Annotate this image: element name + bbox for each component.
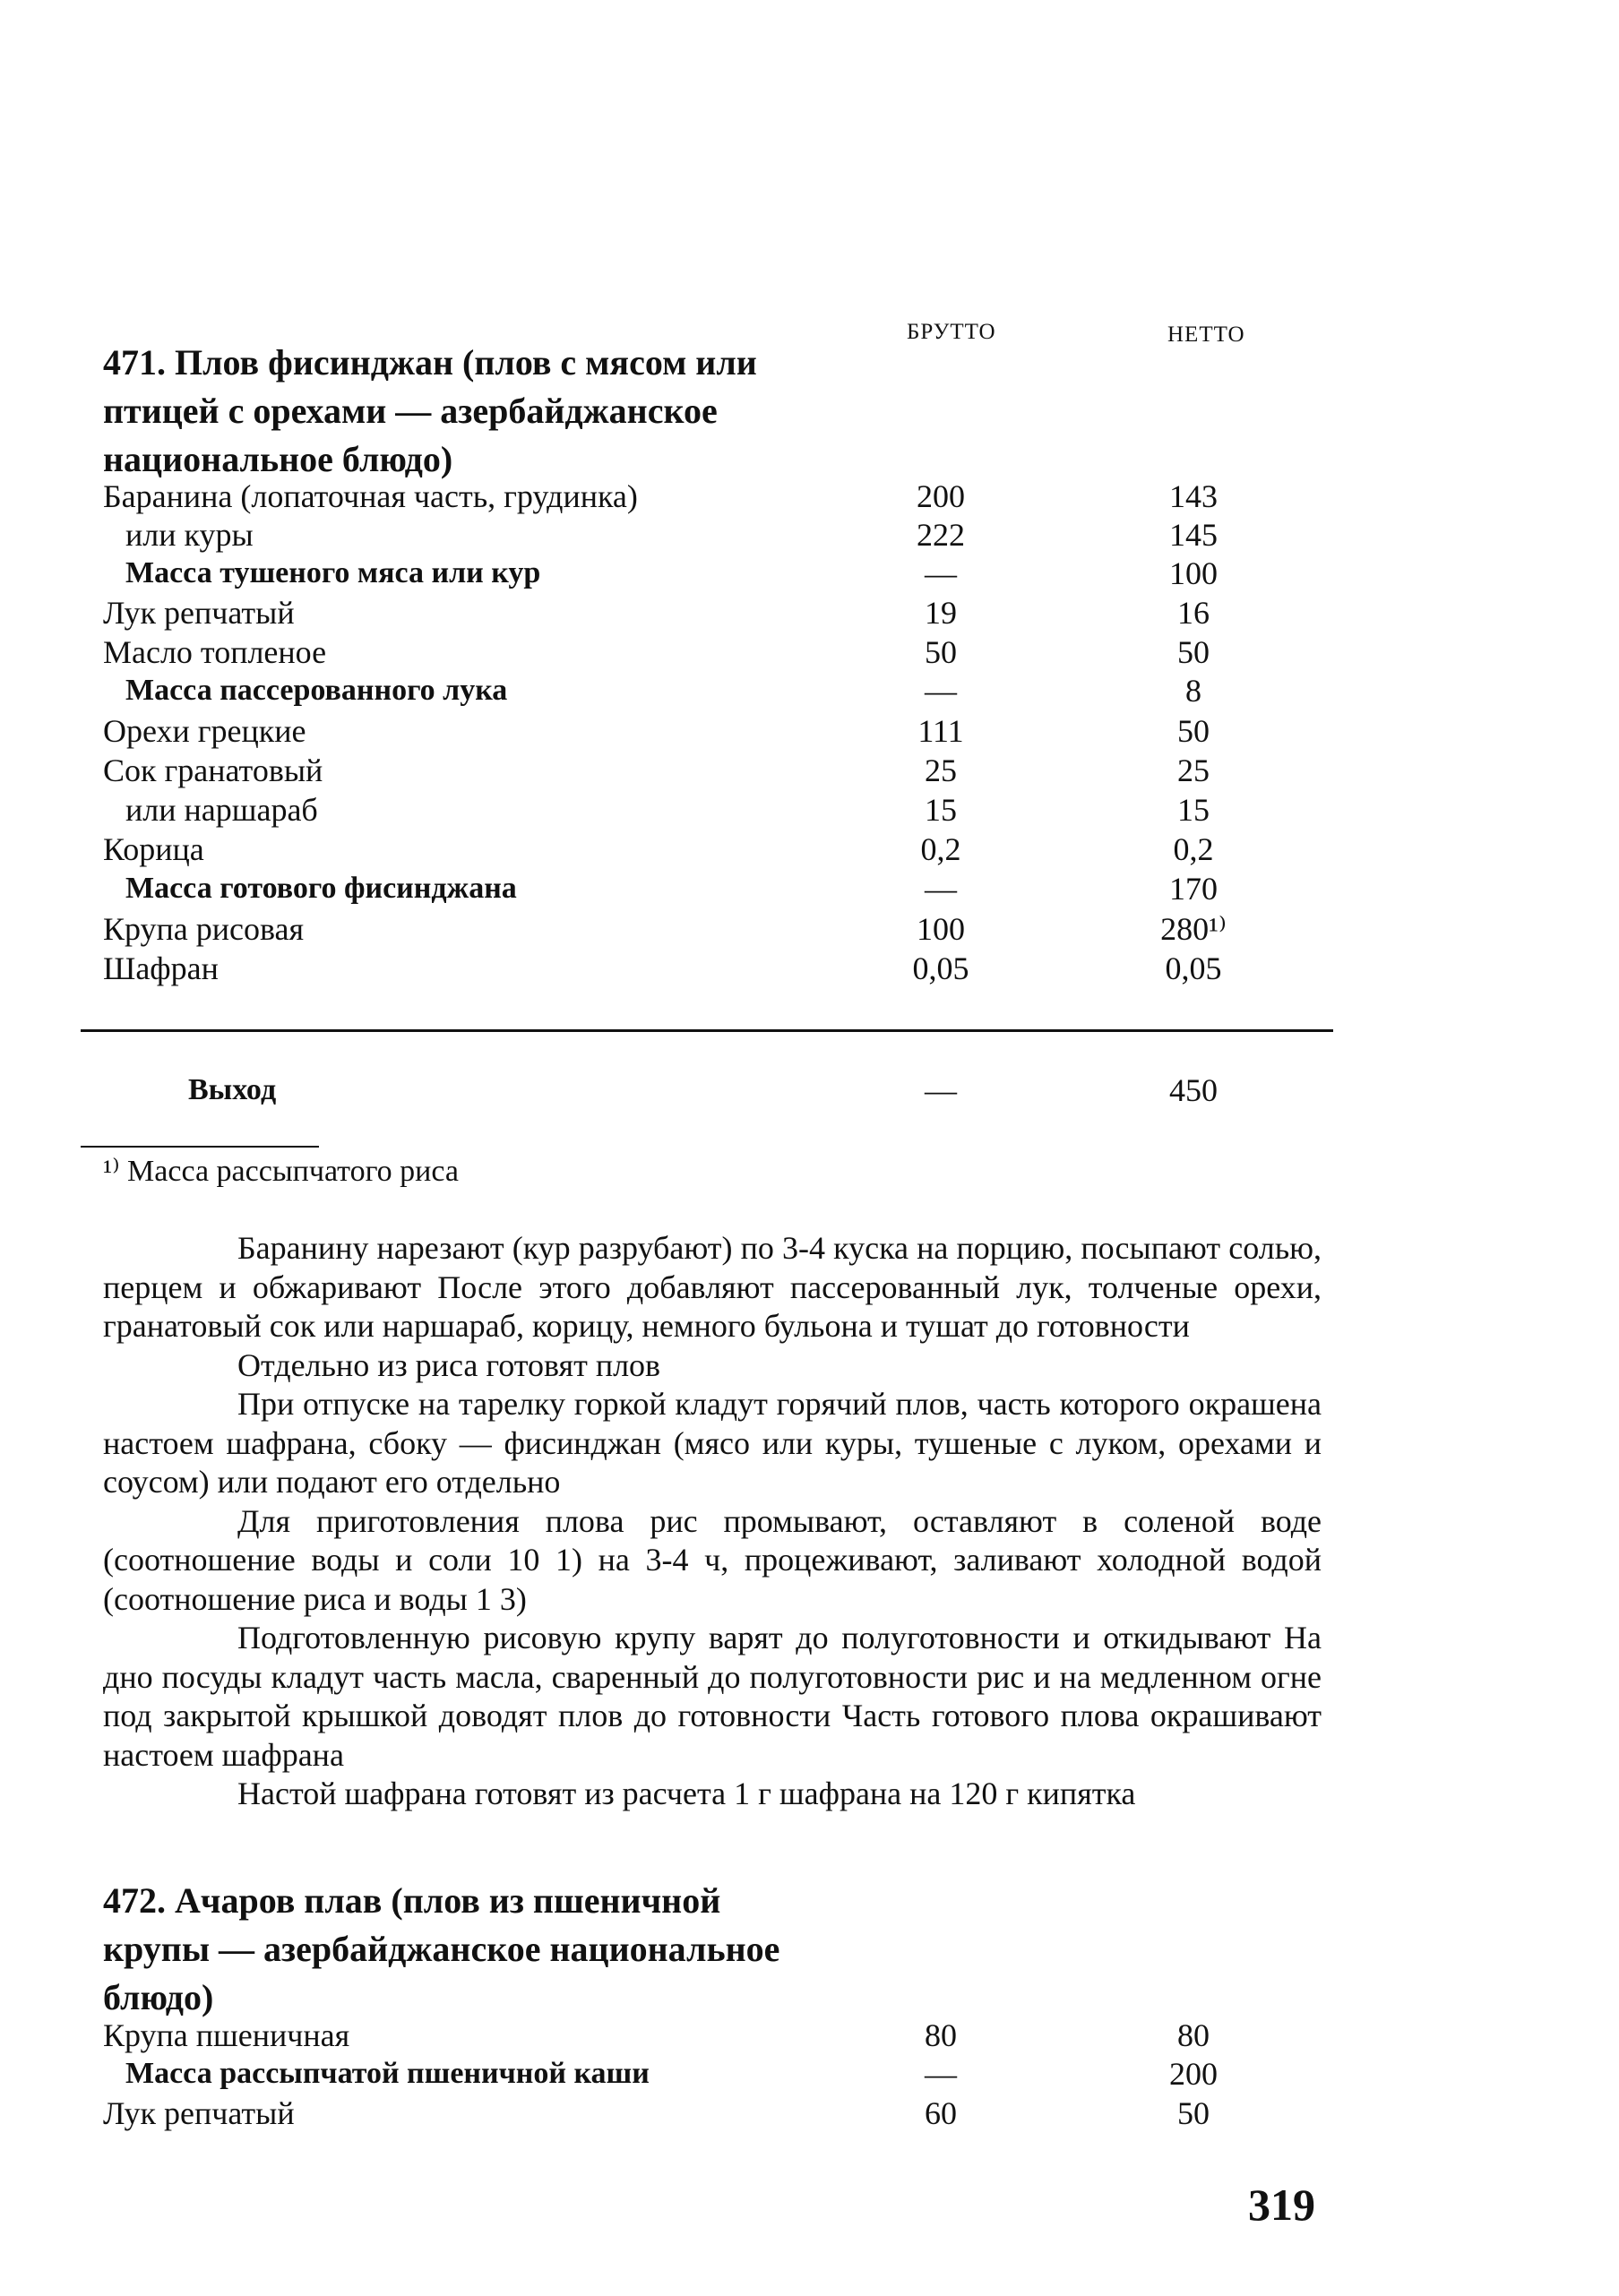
instruction-paragraph: При отпуске на тарелку горкой кладут горячий плов, часть которого окрашена настоем шафрана, сбоку — фисинджан (мясо или куры, тушеные с луком, орехами и соусом) или подают его отдельно [103, 1386, 1322, 1500]
netto-value: 143 [1169, 478, 1218, 514]
brutto-value: 0,2 [920, 831, 961, 867]
netto-value: 0,2 [1173, 831, 1214, 867]
ingredient-name: Крупа пшеничная [103, 2017, 350, 2053]
column-header-brutto: БРУТТО [907, 320, 996, 344]
netto-value: 50 [1177, 2095, 1210, 2131]
ingredient-name: Масса пассерованного лука [125, 674, 508, 707]
table-row [0, 632, 1619, 672]
table-separator [81, 1029, 1333, 1032]
ingredient-name: Лук репчатый [103, 595, 295, 631]
ingredient-name: Масса готового фисинджана [125, 872, 517, 905]
brutto-value: 100 [917, 911, 965, 947]
netto-value: 80 [1177, 2017, 1210, 2053]
brutto-value: 19 [925, 595, 957, 631]
brutto-value: — [925, 2056, 957, 2092]
table-row [0, 790, 1619, 830]
recipe-472-title-line: крупы — азербайджанское национальное [103, 1929, 780, 1969]
netto-value: 100 [1169, 555, 1218, 591]
brutto-value: 111 [917, 713, 964, 749]
recipe-472-title [103, 1877, 779, 2022]
table-row [0, 909, 1619, 949]
brutto-value: 222 [917, 517, 965, 553]
recipe-471-title-line: 471. Плов фисинджан (плов с мясом или [103, 342, 757, 383]
recipe-471-title-line: национальное блюдо) [103, 439, 453, 479]
netto-value: 16 [1177, 595, 1210, 631]
recipe-472-title-line: блюдо) [103, 1977, 214, 2017]
output-brutto: — [925, 1072, 957, 1108]
table-row [0, 593, 1619, 632]
ingredient-name: Лук репчатый [103, 2095, 295, 2131]
table-row [0, 711, 1619, 751]
netto-value: 25 [1177, 752, 1210, 788]
table-row [0, 869, 1619, 908]
netto-value: 200 [1169, 2056, 1218, 2092]
ingredient-name: Корица [103, 831, 204, 867]
footnote: ¹⁾ Масса рассыпчатого риса [103, 1155, 459, 1188]
brutto-value: 15 [925, 792, 957, 828]
table-row [0, 554, 1619, 593]
page-number: 319 [1248, 2180, 1315, 2230]
instruction-paragraph: Подготовленную рисовую крупу варят до полуготовности и откидывают На дно посуды кладут часть масла, сваренный до полуготовности рис и на медленном огне под закрытой крышкой доводят плов до готовности Часть готового плова окрашивают настоем шафрана [103, 1620, 1322, 1773]
brutto-value: — [925, 871, 957, 907]
brutto-value: 25 [925, 752, 957, 788]
netto-value: 8 [1185, 673, 1201, 709]
output-row [0, 1071, 1619, 1110]
ingredient-name: Сок гранатовый [103, 752, 323, 788]
instruction-paragraph: Для приготовления плова рис промывают, оставляют в соленой воде (соотношение воды и соли 10 1) на 3-4 ч, процеживают, заливают холодной водой (соотношение риса и воды 1 3) [103, 1502, 1322, 1617]
table-row [0, 751, 1619, 790]
netto-value: 280¹⁾ [1160, 911, 1227, 947]
table-row [0, 2016, 1619, 2055]
output-netto: 450 [1169, 1072, 1218, 1108]
instruction-paragraph: Баранину нарезают (кур разрубают) по 3-4 куска на порцию, посыпают солью, перцем и обжаривают После этого добавляют пассерованный лук, толченые орехи, гранатовый сок или наршараб, корицу, немного бульона и тушат до готовности [103, 1230, 1322, 1344]
instruction-paragraph: Настой шафрана готовят из расчета 1 г шафрана на 120 г кипятка [237, 1776, 1136, 1811]
ingredient-name: Баранина (лопаточная часть, грудинка) [103, 478, 638, 514]
recipe-471-title [103, 339, 757, 484]
recipe-472-title-line: 472. Ачаров плав (плов из пшеничной [103, 1880, 721, 1921]
ingredient-name: или наршараб [125, 792, 318, 828]
brutto-value: 60 [925, 2095, 957, 2131]
recipe-471-title-line: птицей с орехами — азербайджанское [103, 391, 718, 431]
ingredient-name: Крупа рисовая [103, 911, 305, 947]
ingredient-name: Масса тушеного мяса или кур [125, 556, 541, 589]
table-row [0, 671, 1619, 710]
table-row [0, 2054, 1619, 2094]
table-row [0, 515, 1619, 555]
netto-value: 145 [1169, 517, 1218, 553]
table-row [0, 949, 1619, 988]
netto-value: 15 [1177, 792, 1210, 828]
ingredient-name: или куры [125, 517, 254, 553]
brutto-value: 80 [925, 2017, 957, 2053]
ingredient-name: Шафран [103, 950, 219, 986]
table-row [0, 2094, 1619, 2133]
brutto-value: 50 [925, 634, 957, 670]
brutto-value: 0,05 [912, 950, 969, 986]
column-header-netto: НЕТТО [1167, 322, 1245, 347]
instructions [103, 1229, 1322, 1814]
ingredient-name: Масло топленое [103, 634, 327, 670]
table-row [0, 830, 1619, 869]
netto-value: 50 [1177, 634, 1210, 670]
netto-value: 50 [1177, 713, 1210, 749]
brutto-value: 200 [917, 478, 965, 514]
instruction-paragraph: Отдельно из риса готовят плов [237, 1346, 661, 1383]
brutto-value: — [925, 673, 957, 709]
netto-value: 170 [1169, 871, 1218, 907]
ingredient-name: Масса рассыпчатой пшеничной каши [125, 2057, 650, 2090]
footnote-rule [81, 1146, 319, 1148]
ingredient-name: Орехи грецкие [103, 713, 306, 749]
netto-value: 0,05 [1165, 950, 1222, 986]
output-label: Выход [188, 1073, 277, 1106]
table-row [0, 477, 1619, 516]
brutto-value: — [925, 555, 957, 591]
